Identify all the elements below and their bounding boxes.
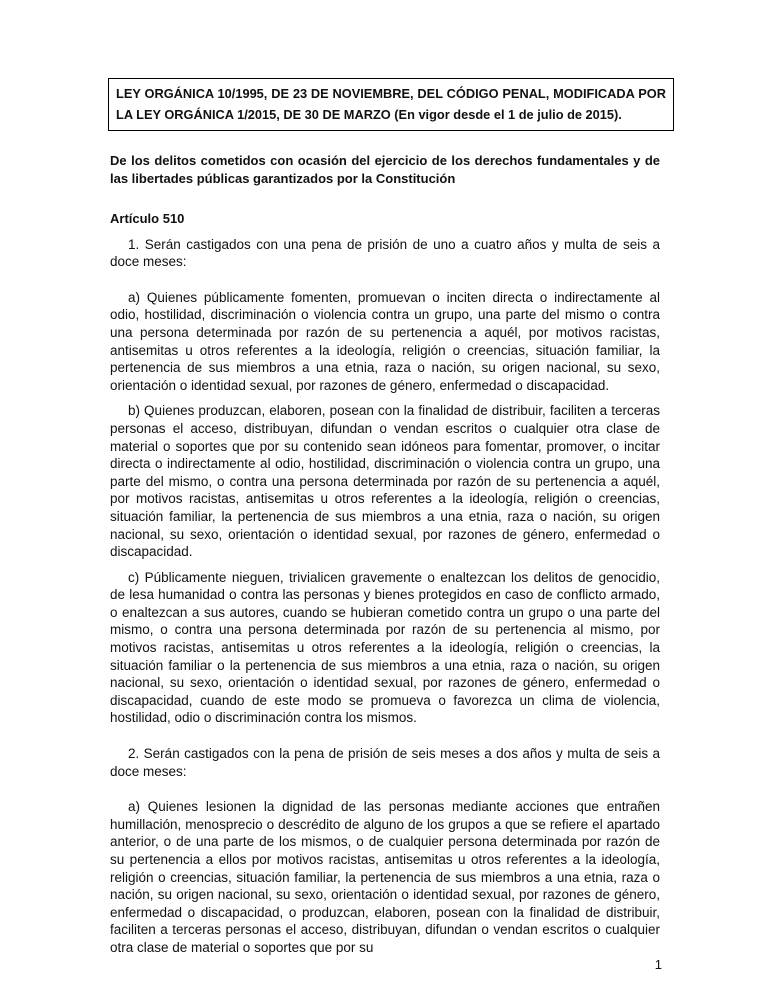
document-body [110, 152, 660, 957]
paragraph-2: 2. Serán castigados con la pena de prisión de seis meses a dos años y multa de seis a doce meses: [110, 746, 660, 779]
article-title: Artículo 510 [110, 211, 185, 226]
paragraph-1b: b) Quienes produzcan, elaboren, posean con la finalidad de distribuir, faciliten a terceras personas el acceso, distribuyan, difundan o vendan escritos o cualquier otra clase de material o soportes que por su contenido sean idóneos para fomentar, promover, o incitar directa o indirectamente al odio, hostilidad, discriminación o violencia contra un grupo, una parte del mismo, o contra una persona determinada por razón de su pertenencia a aquél, por motivos racistas, antisemitas u otros referentes a la ideología, religión o creencias, situación familiar, la pertenencia de sus miembros a una etnia, raza o nación, su origen nacional, su sexo, orientación o identidad sexual, por razones de género, enfermedad o discapacidad. [110, 403, 660, 560]
paragraph-1: 1. Serán castigados con una pena de prisión de uno a cuatro años y multa de seis a doce meses: [110, 236, 660, 270]
document-title: LEY ORGÁNICA 10/1995, DE 23 DE NOVIEMBRE, DEL CÓDIGO PENAL, MODIFICADA POR LA LEY ORGÁNICA 1/2015, DE 30 DE MARZO (En vigor desde el 1 de julio de 2015). [108, 78, 674, 131]
page-number: 1 [654, 957, 662, 972]
section-heading: De los delitos cometidos con ocasión del ejercicio de los derechos fundamentales y de las libertades públicas garantizados por la Constitución [110, 153, 660, 186]
paragraph-2a: a) Quienes lesionen la dignidad de las personas mediante acciones que entrañen humillación, menosprecio o descrédito de alguno de los grupos a que se refiere el apartado anterior, o de una parte de los mismos, o de cualquier persona determinada por razón de su pertenencia a ellos por motivos racistas, antisemitas u otros referentes a la ideología, religión o creencias, situación familiar, la pertenencia de sus miembros a una etnia, raza o nación, su origen nacional, su sexo, orientación o identidad sexual, por razones de género, enfermedad o discapacidad, o produzcan, elaboren, posean con la finalidad de distribuir, faciliten a terceras personas el acceso, distribuyan, difundan o vendan escritos o cualquier otra clase de material o soportes que por su [110, 799, 660, 955]
paragraph-1c: c) Públicamente nieguen, trivialicen gravemente o enaltezcan los delitos de genocidio, de lesa humanidad o contra las personas y bienes protegidos en caso de conflicto armado, o enaltezcan a sus autores, cuando se hubieran cometido contra un grupo o una parte del mismo, o contra una persona determinada por razón de su pertenencia al mismo, por motivos racistas, antisemitas u otros referentes a la ideología, religión o creencias, la situación familiar o la pertenencia de sus miembros a una etnia, raza o nación, su origen nacional, su sexo, orientación o identidad sexual, por razones de género, enfermedad o discapacidad, cuando de este modo se promueva o favorezca un clima de violencia, hostilidad, odio o discriminación contra los mismos. [110, 569, 660, 726]
paragraph-1a: a) Quienes públicamente fomenten, promuevan o inciten directa o indirectamente al odio, hostilidad, discriminación o violencia contra un grupo, una parte del mismo o contra una persona determinada por razón de su pertenencia a aquél, por motivos racistas, antisemitas u otros referentes a la ideología, religión o creencias, situación familiar, la pertenencia de sus miembros a una etnia, raza o nación, su origen nacional, su sexo, orientación o identidad sexual, por razones de género, enfermedad o discapacidad. [110, 289, 660, 393]
